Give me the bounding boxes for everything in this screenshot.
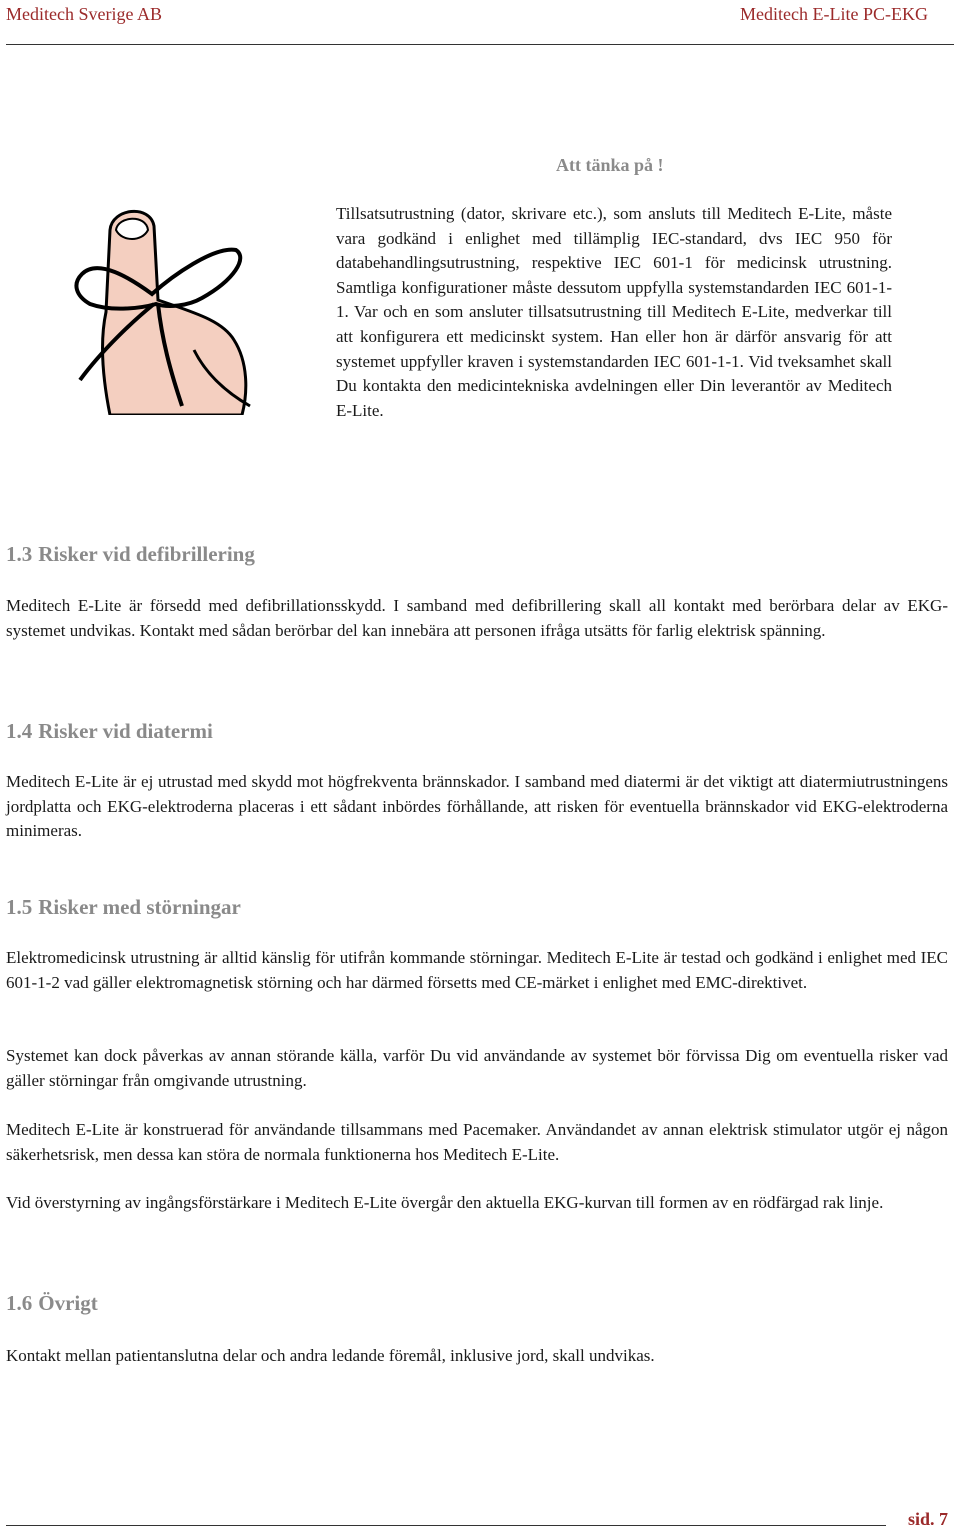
note-title: Att tänka på !: [556, 155, 664, 175]
section-title: Risker vid diatermi: [38, 719, 213, 743]
section-heading-1-6: [6, 1291, 98, 1316]
footer-rule: [6, 1525, 886, 1526]
paragraph: Meditech E-Lite är konstruerad för användande tillsammans med Pacemaker. Användandet av annan elektrisk stimulator utgör ej någon säkerhetsrisk, men dessa kan störa de normala funktionerna hos Meditech E-Lite.: [6, 1120, 948, 1164]
paragraph: Meditech E-Lite är ej utrustad med skydd mot högfrekventa brännskador. I samband med diatermi är det viktigt att diatermiutrustningens jordplatta och EKG-elektroderna placeras i ett sådant inbördes förhållande, att risken för eventuella brännskador vid EKG-elektroderna minimeras.: [6, 772, 948, 841]
section-heading-1-3: [6, 542, 255, 567]
section-heading-1-5: [6, 895, 241, 920]
finger-with-string-icon: [72, 200, 256, 415]
paragraph: Systemet kan dock påverkas av annan störande källa, varför Du vid användande av systemet bör förvissa Dig om eventuella risker vad gäller störningar från omgivande utrustning.: [6, 1046, 948, 1090]
paragraph: Elektromedicinsk utrustning är alltid känslig för utifrån kommande störningar. Meditech E-Lite är testad och godkänd i enlighet med IEC 601-1-2 vad gäller elektromagnetisk störning och har därmed försetts med CE-märket i enlighet med EMC-direktivet.: [6, 948, 948, 992]
header-product: Meditech E-Lite PC-EKG: [740, 4, 928, 24]
header-rule: [6, 44, 954, 45]
header-company: Meditech Sverige AB: [6, 4, 162, 24]
note-body: Tillsatsutrustning (dator, skrivare etc.), som ansluts till Meditech E-Lite, måste vara godkänd i enlighet med tillämplig IEC-standard, dvs IEC 950 för databehandlingsutrustning, respektive IEC 601-1 för medicinsk utrustning. Samtliga konfigurationer måste dessutom uppfylla systemstandarden IEC 601-1-1. Var och en som ansluter tillsatsutrustning till Meditech E-Lite, medverkar till att konfigurera ett medicinskt system. Han eller hon är därför ansvarig för att systemet uppfyller kraven i systemstandarden IEC 601-1-1. Vid tveksamhet skall Du kontakta den medicintekniska avdelningen eller Din leverantör av Meditech E-Lite.: [336, 204, 892, 420]
section-number: 1.6: [6, 1291, 33, 1315]
section-title: Risker med störningar: [38, 895, 241, 919]
paragraph: Vid överstyrning av ingångsförstärkare i Meditech E-Lite övergår den aktuella EKG-kurvan till formen av en rödfärgad rak linje.: [6, 1193, 884, 1212]
section-heading-1-4: [6, 719, 213, 744]
section-number: 1.3: [6, 542, 33, 566]
section-number: 1.5: [6, 895, 33, 919]
section-title: Risker vid defibrillering: [38, 542, 255, 566]
page-number: sid. 7: [907, 1509, 948, 1529]
paragraph: Meditech E-Lite är försedd med defibrillationsskydd. I samband med defibrillering skall all kontakt med berörbara delar av EKG-systemet undvikas. Kontakt med sådan berörbar del kan innebära att personen ifråga utsätts för farlig elektrisk spänning.: [6, 596, 948, 640]
paragraph: Kontakt mellan patientanslutna delar och andra ledande föremål, inklusive jord, skall undvikas.: [6, 1346, 655, 1365]
section-number: 1.4: [6, 719, 33, 743]
section-title: Övrigt: [38, 1291, 98, 1315]
